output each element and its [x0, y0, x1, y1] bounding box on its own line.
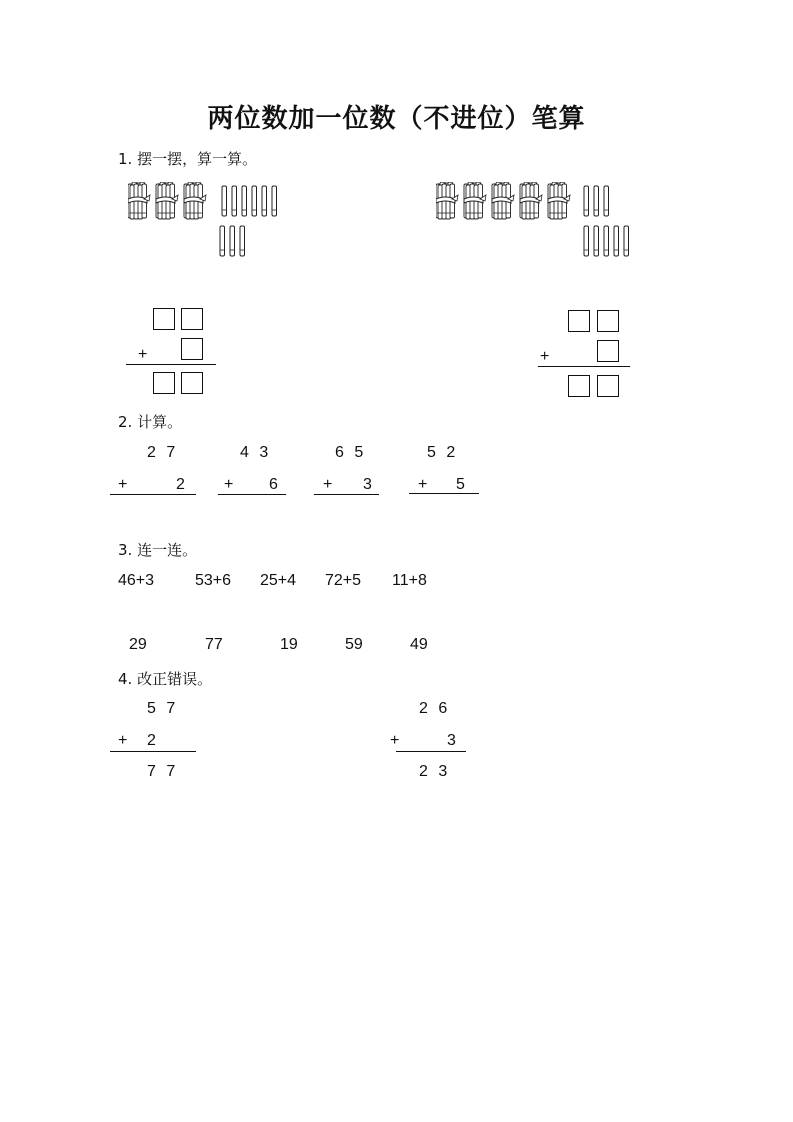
sum-line — [126, 364, 216, 365]
counting-stick-icon — [604, 226, 609, 256]
addend-bottom: 2 — [147, 732, 156, 749]
addend-bottom: 3 — [363, 476, 372, 493]
counting-stick-icon — [232, 186, 237, 216]
sum-line — [538, 366, 630, 367]
answer-item[interactable]: 77 — [205, 636, 223, 653]
question-3-label: 3. 连一连。 — [118, 541, 198, 559]
expression-item[interactable]: 53+6 — [195, 572, 232, 589]
answer-box[interactable] — [153, 308, 175, 330]
counting-stick-icon — [272, 186, 277, 216]
plus-sign: + — [540, 348, 550, 365]
ten-stick-bundle-icon — [184, 182, 206, 219]
plus-sign: + — [418, 476, 428, 493]
counting-stick-icon — [614, 226, 619, 256]
answer-box[interactable] — [597, 310, 619, 332]
plus-sign: + — [118, 476, 128, 493]
counting-stick-icon — [242, 186, 247, 216]
addend-bottom: 5 — [456, 476, 465, 493]
addend-top: 2 7 — [147, 444, 176, 461]
counting-stick-icon — [240, 226, 245, 256]
question-1-label: 1. 摆一摆，算一算。 — [118, 150, 258, 168]
question-2-label: 2. 计算。 — [118, 413, 183, 431]
addend-top: 5 2 — [427, 444, 456, 461]
answer-item[interactable]: 59 — [345, 636, 363, 653]
sum-line — [110, 494, 196, 495]
wrong-result: 2 3 — [419, 763, 448, 780]
sum-line — [409, 493, 479, 494]
answer-item[interactable]: 49 — [410, 636, 428, 653]
answer-box[interactable] — [181, 372, 203, 394]
answer-box[interactable] — [597, 375, 619, 397]
expression-item[interactable]: 11+8 — [392, 572, 427, 589]
answer-item[interactable]: 19 — [280, 636, 298, 653]
counting-stick-icon — [220, 226, 225, 256]
counting-stick-icon — [584, 226, 589, 256]
addend-bottom: 2 — [176, 476, 185, 493]
sum-line — [110, 751, 196, 752]
counting-stick-icon — [624, 226, 629, 256]
sum-line — [314, 494, 379, 495]
ten-stick-bundle-icon — [436, 182, 458, 219]
ten-stick-bundle-icon — [464, 182, 486, 219]
answer-item[interactable]: 29 — [129, 636, 147, 653]
counting-stick-icon — [594, 186, 599, 216]
counting-sticks-left — [128, 182, 298, 262]
question-4-label: 4. 改正错误。 — [118, 670, 213, 688]
wrong-result: 7 7 — [147, 763, 176, 780]
ten-stick-bundle-icon — [492, 182, 514, 219]
expression-item[interactable]: 46+3 — [118, 572, 155, 589]
answer-box[interactable] — [568, 310, 590, 332]
counting-stick-icon — [230, 226, 235, 256]
plus-sign: + — [390, 732, 400, 749]
answer-box[interactable] — [181, 338, 203, 360]
counting-stick-icon — [262, 186, 267, 216]
expression-item[interactable]: 25+4 — [260, 572, 297, 589]
addend-top: 4 3 — [240, 444, 269, 461]
counting-stick-icon — [222, 186, 227, 216]
addend-top: 6 5 — [335, 444, 364, 461]
counting-stick-icon — [584, 186, 589, 216]
counting-stick-icon — [604, 186, 609, 216]
plus-sign: + — [224, 476, 234, 493]
counting-stick-icon — [594, 226, 599, 256]
ten-stick-bundle-icon — [520, 182, 542, 219]
sum-line — [218, 494, 286, 495]
ten-stick-bundle-icon — [128, 182, 150, 219]
sum-line — [396, 751, 466, 752]
addend-bottom: 6 — [269, 476, 278, 493]
expression-item[interactable]: 72+5 — [325, 572, 362, 589]
plus-sign: + — [323, 476, 333, 493]
ten-stick-bundle-icon — [156, 182, 178, 219]
answer-box[interactable] — [568, 375, 590, 397]
addend-top: 5 7 — [147, 700, 176, 717]
answer-box[interactable] — [597, 340, 619, 362]
addend-top: 2 6 — [419, 700, 448, 717]
answer-box[interactable] — [153, 372, 175, 394]
ten-stick-bundle-icon — [548, 182, 570, 219]
plus-sign: + — [118, 732, 128, 749]
page-title: 两位数加一位数（不进位）笔算 — [207, 104, 586, 134]
plus-sign: + — [138, 346, 148, 363]
addend-bottom: 3 — [447, 732, 456, 749]
counting-sticks-right — [436, 182, 646, 262]
answer-box[interactable] — [181, 308, 203, 330]
counting-stick-icon — [252, 186, 257, 216]
